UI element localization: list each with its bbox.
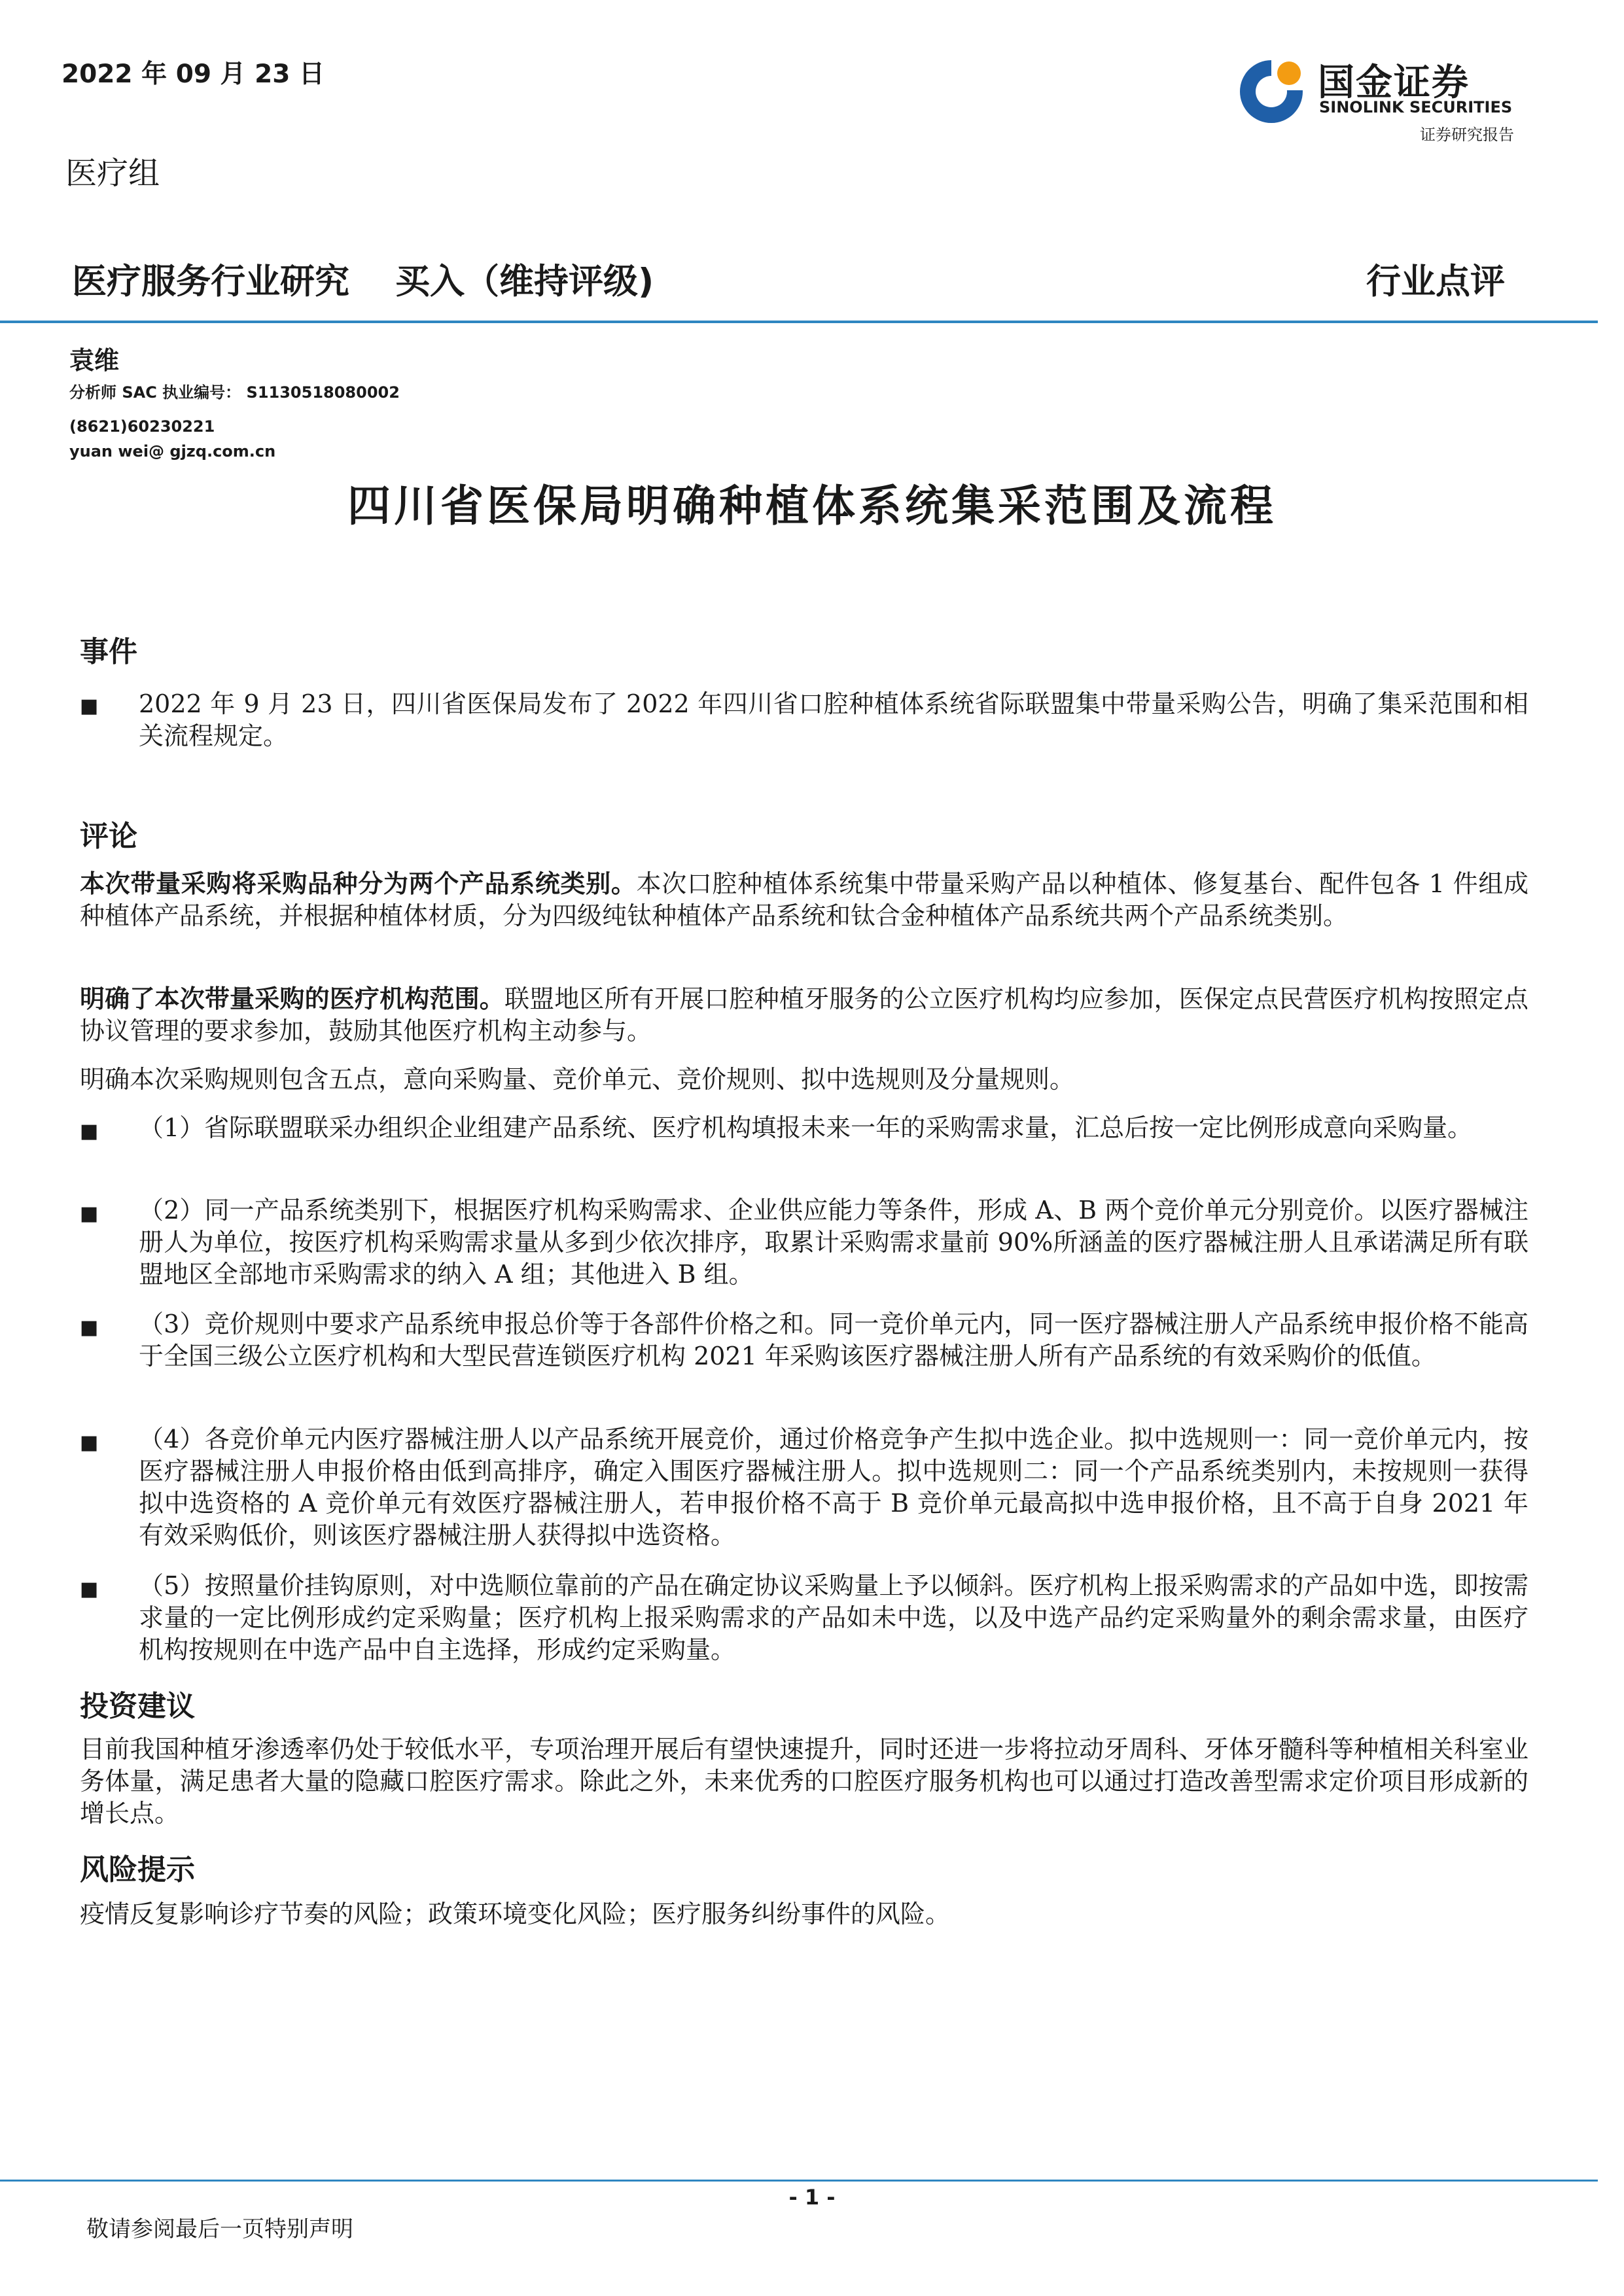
analyst-cert: 分析师 SAC 执业编号： S1130518080002	[69, 383, 400, 402]
bullet-icon: ■	[80, 695, 99, 718]
footer-disclaimer: 敬请参阅最后一页特别声明	[86, 2216, 353, 2242]
section-title-advice: 投资建议	[80, 1690, 195, 1723]
comment-paragraph-1	[80, 867, 1528, 932]
advice-paragraph: 目前我国种植牙渗透率仍处于较低水平，专项治理开展后有望快速提升，同时还进一步将拉动牙周科、牙体牙髓科等种植相关科室业务体量，满足患者大量的隐藏口腔医疗需求。除此之外，未来优秀的口腔医疗服务机构也可以通过打造改善型需求定价项目形成新的增长点。	[80, 1735, 1528, 1828]
bullet-icon: ■	[80, 1431, 99, 1454]
comment-p1-lead: 本次带量采购将采购品种分为两个产品系统类别。	[80, 869, 637, 898]
bullet-icon: ■	[80, 1202, 99, 1225]
comment-p2-body: 联盟地区所有开展口腔种植牙服务的公立医疗机构均应参加，医保定点民营医疗机构按照定点协议管理的要求参加，鼓励其他医疗机构主动参与。	[80, 984, 1528, 1045]
comment-p2-lead: 明确了本次带量采购的医疗机构范围。	[80, 984, 504, 1013]
section-title-comment: 评论	[80, 820, 137, 853]
report-date: 2022 年 09 月 23 日	[62, 60, 325, 89]
rule-bullet-1: （1）省际联盟联采办组织企业组建产品系统、医疗机构填报未来一年的采购需求量，汇总后按一定比例形成意向采购量。	[139, 1113, 1473, 1142]
analyst-name: 袁维	[69, 345, 120, 375]
rating-badge: 买入（维持评级)	[395, 262, 654, 302]
risk-paragraph: 疫情反复影响诊疗节奏的风险；政策环境变化风险；医疗服务纠纷事件的风险。	[80, 1900, 951, 1928]
industry-name: 医疗服务行业研究	[72, 262, 349, 302]
comment-paragraph-2	[80, 983, 1528, 1047]
bullet-icon: ■	[80, 1316, 99, 1339]
header-divider	[0, 321, 1598, 323]
bullet-icon: ■	[80, 1120, 99, 1143]
event-bullet: 2022 年 9 月 23 日，四川省医保局发布了 2022 年四川省口腔种植体系统省际联盟集中带量采购公告，明确了集采范围和相关流程规定。	[139, 689, 1528, 750]
rule-bullet-4: （4）各竞价单元内医疗器械注册人以产品系统开展竞价，通过价格竞争产生拟中选企业。拟中选规则一：同一竞价单元内，按医疗器械注册人申报价格由低到高排序，确定入围医疗器械注册人。拟中选规则二：同一个产品系统类别内，未按规则一获得拟中选资格的 A 竞价单元有效医疗器械注册人，若申报价格不高于 B 竞价单元最高拟中选申报价格，且不高于自身 2021 年有效采购低价，则该医疗器械注册人获得拟中选资格。	[139, 1425, 1528, 1550]
analyst-email[interactable]: yuan wei@ gjzq.com.cn	[69, 442, 276, 461]
company-logo	[1234, 51, 1542, 128]
bullet-icon: ■	[80, 1578, 99, 1601]
research-group: 医疗组	[65, 155, 160, 192]
rule-bullet-2: （2）同一产品系统类别下，根据医疗机构采购需求、企业供应能力等条件，形成 A、B 两个竞价单元分别竞价。以医疗器械注册人为单位，按医疗机构采购需求量从多到少依次排序，取累计采购需求量前 90%所涵盖的医疗器械注册人且承诺满足所有联盟地区全部地市采购需求的纳入 A 组；其他进入 B 组。	[139, 1196, 1528, 1289]
section-title-risk: 风险提示	[80, 1853, 195, 1887]
sinolink-logo-icon	[1235, 54, 1307, 126]
comment-paragraph-3: 明确本次采购规则包含五点，意向采购量、竞价单元、竞价规则、拟中选规则及分量规则。	[80, 1065, 1075, 1094]
analyst-phone: (8621)60230221	[69, 417, 215, 436]
report-type: 行业点评	[1366, 261, 1505, 302]
page-number: - 1 -	[788, 2185, 836, 2210]
rule-bullet-5: （5）按照量价挂钩原则，对中选顺位靠前的产品在确定协议采购量上予以倾斜。医疗机构上报采购需求的产品如中选，即按需求量的一定比例形成约定采购量；医疗机构上报采购需求的产品如未中选，以及中选产品约定采购量外的剩余需求量，由医疗机构按规则在中选产品中自主选择，形成约定采购量。	[139, 1571, 1528, 1664]
rule-bullet-3: （3）竞价规则中要求产品系统申报总价等于各部件价格之和。同一竞价单元内，同一医疗器械注册人产品系统申报价格不能高于全国三级公立医疗机构和大型民营连锁医疗机构 2021 年采购该医疗器械注册人所有产品系统的有效采购价的低值。	[139, 1310, 1528, 1370]
section-title-event: 事件	[80, 635, 137, 669]
footer-divider	[0, 2180, 1598, 2182]
logo-english-name: SINOLINK SECURITIES	[1319, 98, 1513, 116]
industry-title	[72, 254, 654, 304]
logo-subtitle: 证券研究报告	[1420, 126, 1514, 144]
report-headline: 四川省医保局明确种植体系统集采范围及流程	[347, 480, 1277, 531]
logo-chinese-name: 国金证券	[1318, 61, 1470, 104]
comment-p1-body: 本次口腔种植体系统集中带量采购产品以种植体、修复基台、配件包各 1 件组成种植体产品系统，并根据种植体材质，分为四级纯钛种植体产品系统和钛合金种植体产品系统共两个产品系统类别。	[80, 869, 1528, 930]
